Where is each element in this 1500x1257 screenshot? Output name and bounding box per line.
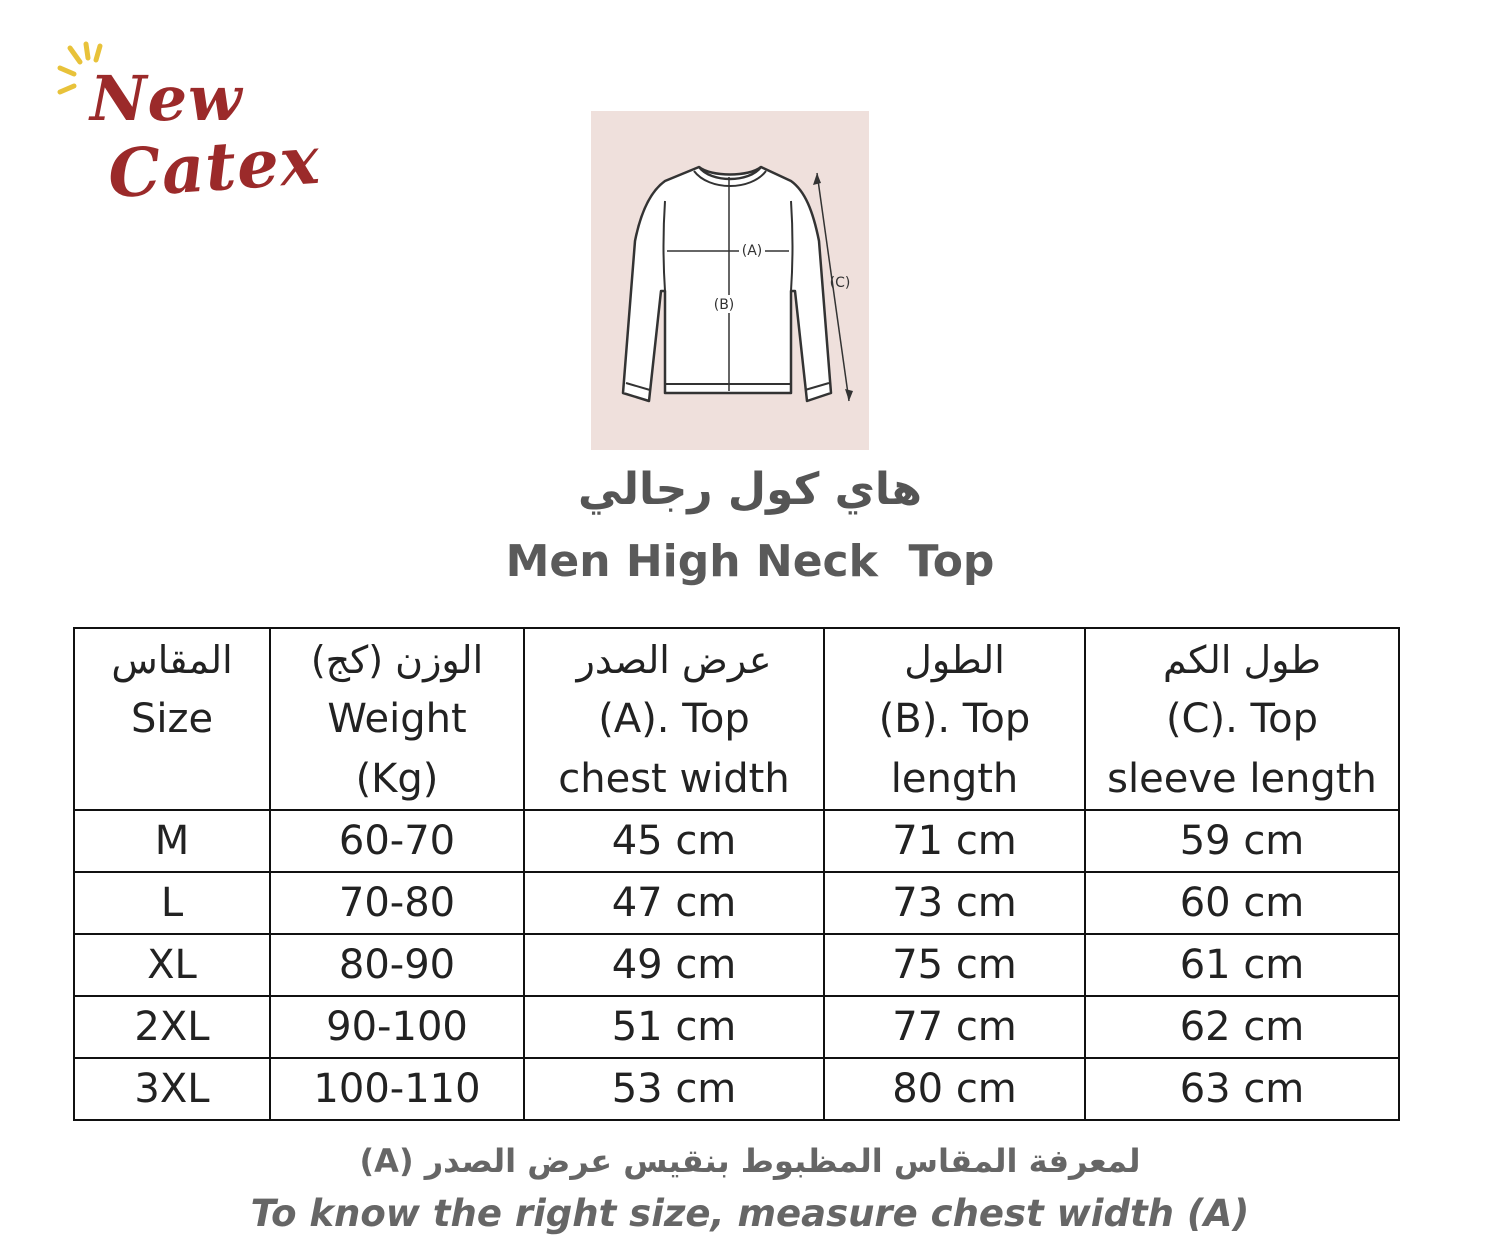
table-row bbox=[74, 996, 1399, 1058]
label-a: (A) bbox=[741, 243, 763, 259]
cell-sleeve: 63 cm bbox=[1085, 1058, 1399, 1120]
cell-weight: 80-90 bbox=[270, 934, 524, 996]
cell-length: 80 cm bbox=[824, 1058, 1085, 1120]
long-sleeve-shirt-icon bbox=[591, 111, 869, 450]
cell-sleeve: 60 cm bbox=[1085, 872, 1399, 934]
brand-name-line2: Catex bbox=[105, 120, 323, 214]
measure-note-english: To know the right size, measure chest width (A) bbox=[250, 1192, 1250, 1235]
cell-size: M bbox=[74, 810, 270, 872]
table-row bbox=[74, 872, 1399, 934]
header-weight: الوزن (كج) Weight (Kg) bbox=[270, 628, 524, 810]
cell-sleeve: 62 cm bbox=[1085, 996, 1399, 1058]
cell-size: XL bbox=[74, 934, 270, 996]
cell-length: 75 cm bbox=[824, 934, 1085, 996]
cell-chest: 51 cm bbox=[524, 996, 824, 1058]
cell-weight: 100-110 bbox=[270, 1058, 524, 1120]
cell-chest: 53 cm bbox=[524, 1058, 824, 1120]
header-sleeve-length: طول الكم (C). Top sleeve length bbox=[1085, 628, 1399, 810]
cell-length: 71 cm bbox=[824, 810, 1085, 872]
brand-name-line1: New bbox=[90, 62, 243, 135]
cell-length: 73 cm bbox=[824, 872, 1085, 934]
header-length: الطول (B). Top length bbox=[824, 628, 1085, 810]
cell-size: 3XL bbox=[74, 1058, 270, 1120]
cell-chest: 49 cm bbox=[524, 934, 824, 996]
table-row bbox=[74, 934, 1399, 996]
cell-chest: 47 cm bbox=[524, 872, 824, 934]
cell-weight: 70-80 bbox=[270, 872, 524, 934]
cell-chest: 45 cm bbox=[524, 810, 824, 872]
cell-sleeve: 59 cm bbox=[1085, 810, 1399, 872]
label-b: (B) bbox=[713, 297, 735, 313]
cell-weight: 60-70 bbox=[270, 810, 524, 872]
header-size: المقاس Size bbox=[74, 628, 270, 810]
brand-logo bbox=[52, 40, 323, 214]
table-row bbox=[74, 1058, 1399, 1120]
label-c: (C) bbox=[829, 275, 851, 291]
title-arabic: هاي كول رجالي bbox=[578, 464, 922, 515]
cell-size: 2XL bbox=[74, 996, 270, 1058]
cell-size: L bbox=[74, 872, 270, 934]
cell-weight: 90-100 bbox=[270, 996, 524, 1058]
shirt-measurement-diagram bbox=[591, 111, 869, 450]
title-english: Men High Neck Top bbox=[505, 536, 995, 587]
table-row bbox=[74, 810, 1399, 872]
header-chest-width: عرض الصدر (A). Top chest width bbox=[524, 628, 824, 810]
size-chart-table bbox=[73, 627, 1400, 1121]
cell-sleeve: 61 cm bbox=[1085, 934, 1399, 996]
table-header-row bbox=[74, 628, 1399, 810]
cell-length: 77 cm bbox=[824, 996, 1085, 1058]
measure-note-arabic: لمعرفة المقاس المظبوط بنقيس عرض الصدر (A) bbox=[359, 1142, 1141, 1180]
